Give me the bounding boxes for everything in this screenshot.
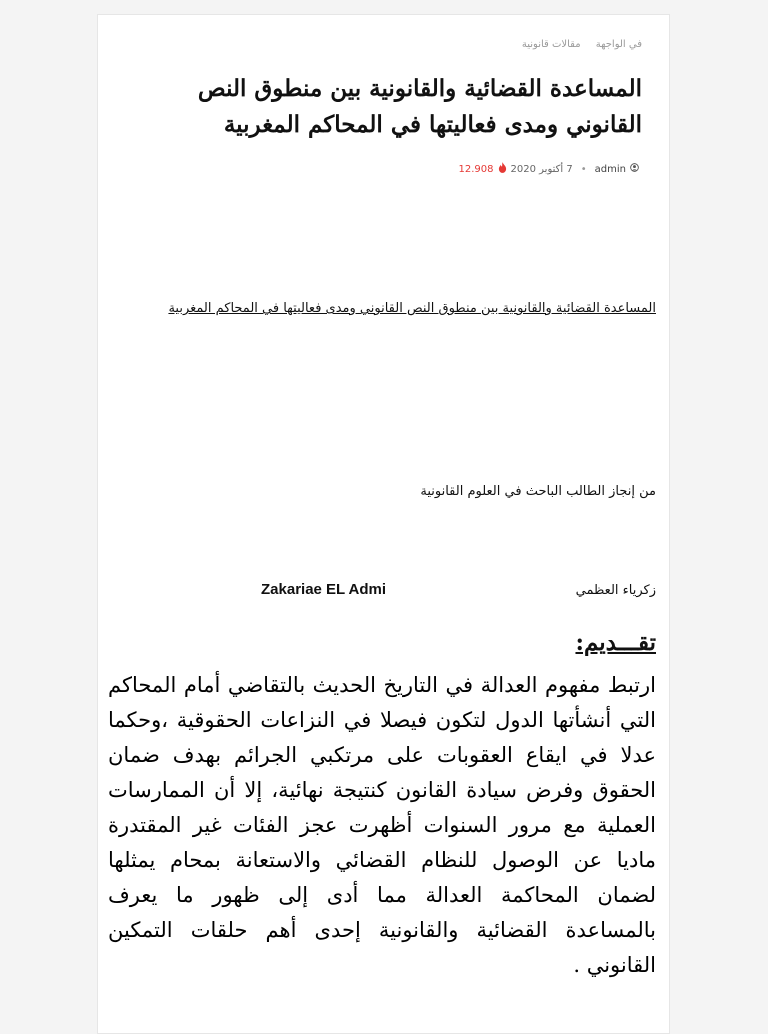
publish-date: 7 أكتوبر 2020: [510, 163, 573, 175]
fire-icon: [498, 162, 507, 176]
meta-separator: •: [580, 163, 587, 175]
article-title: المساعدة القضائية والقانونية بين منطوق النص القانوني ومدى فعاليتها في المحاكم المغربية: [197, 75, 642, 138]
view-count: 12.908: [458, 163, 494, 175]
breadcrumb-separator: [587, 39, 590, 50]
breadcrumb: [522, 39, 642, 50]
article-subtitle-link[interactable]: المساعدة القضائية والقانونية بين منطوق النص القانوني ومدى فعاليتها في المحاكم المغربية: [168, 301, 656, 316]
article-meta: [459, 162, 639, 176]
section-heading-introduction: تقـــديم:: [575, 629, 656, 656]
author-link[interactable]: admin: [594, 163, 626, 175]
author-byline: من إنجاز الطالب الباحث في العلوم القانونية: [420, 484, 656, 499]
breadcrumb-item-front[interactable]: في الواجهة: [595, 39, 642, 50]
author-name-arabic: زكرياء العظمي: [575, 583, 656, 598]
author-name-english: Zakariae EL Admi: [261, 581, 387, 598]
article-body-paragraph: ارتبط مفهوم العدالة في التاريخ الحديث بالتقاضي أمام المحاكم التي أنشأتها الدول لتكون فيصلا في النزاعات الحقوقية ،وحكما عدلا في ايقاع العقوبات على مرتكبي الجرائم بهدف ضمان الحقوق وفرض سيادة القانون كنتيجة نهائية، إلا أن الممارسات العملية مع مرور السنوات أظهرت عجز الفئات غير المقتدرة ماديا عن الوصول للنظام القضائي والاستعانة بمحام يمثلها لضمان المحاكمة العدالة مما أدى إلى ظهور ما يعرف بالمساعدة القضائية والقانونية إحدى أهم حلقات التمكين القانوني .: [108, 673, 656, 977]
user-circle-icon: [630, 163, 639, 175]
article-page: [97, 14, 670, 1034]
breadcrumb-item-legal-articles[interactable]: مقالات قانونية: [521, 39, 581, 50]
